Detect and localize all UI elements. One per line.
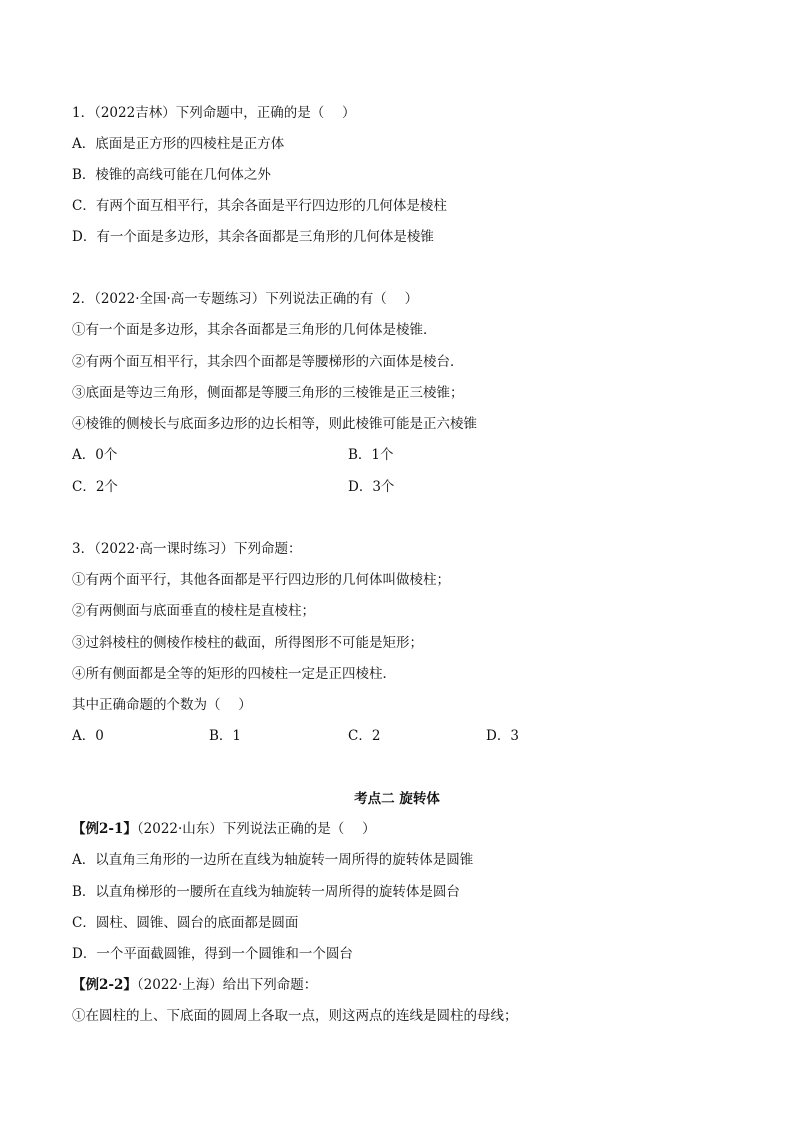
q3-options-row [72, 727, 552, 745]
ex21-option-c: C．圆柱、圆锥、圆台的底面都是圆面 [72, 915, 299, 931]
q1-option-b: B．棱锥的高线可能在几何体之外 [72, 167, 271, 183]
q3-question: 其中正确命题的个数为（ ） [72, 697, 252, 713]
q3-option-c: C．2 [348, 728, 381, 744]
q1-stem: 1．（2022吉林）下列命题中，正确的是（ ） [72, 105, 356, 121]
q2-statement-4: ④棱锥的侧棱长与底面多边形的边长相等，则此棱锥可能是正六棱锥 [72, 416, 477, 432]
q3-option-d: D．3 [486, 728, 519, 744]
q2-stem: 2．（2022·全国·高一专题练习）下列说法正确的有（ ） [72, 291, 419, 307]
ex22-tag: 【例2-2】 [72, 977, 137, 993]
q2-statement-3: ③底面是等边三角形，侧面都是等腰三角形的三棱锥是正三棱锥； [72, 385, 464, 401]
q2-statement-1: ①有一个面是多边形，其余各面都是三角形的几何体是棱锥． [72, 322, 437, 338]
q3-option-a: A．0 [72, 728, 104, 744]
q3-statement-2: ②有两侧面与底面垂直的棱柱是直棱柱； [72, 603, 315, 619]
ex21-option-a: A．以直角三角形的一边所在直线为轴旋转一周所得的旋转体是圆锥 [72, 852, 474, 868]
ex21-option-d: D．一个平面截圆锥，得到一个圆锥和一个圆台 [72, 946, 353, 962]
q1-option-c: C．有两个面互相平行，其余各面是平行四边形的几何体是棱柱 [72, 198, 447, 214]
q1-option-d: D．有一个面是多边形，其余各面都是三角形的几何体是棱锥 [72, 229, 434, 245]
q3-option-b: B．1 [209, 728, 242, 744]
ex21-option-b: B．以直角梯形的一腰所在直线为轴旋转一周所得的旋转体是圆台 [72, 884, 460, 900]
ex22-statement-1: ①在圆柱的上、下底面的圆周上各取一点，则这两点的连线是圆柱的母线； [72, 1008, 518, 1024]
ex22-stem: （2022·上海）给出下列命题： [136, 977, 318, 993]
q2-option-b: B．1个 [348, 447, 394, 463]
ex21-stem-line [72, 820, 376, 838]
ex21-tag: 【例2-1】 [72, 821, 137, 837]
q3-stem: 3．（2022·高一课时练习）下列命题： [72, 541, 302, 557]
q2-statement-2: ②有两个面互相平行，其余四个面都是等腰梯形的六面体是棱台． [72, 354, 464, 370]
q2-option-c: C．2个 [72, 479, 118, 495]
q3-statement-3: ③过斜棱柱的侧棱作棱柱的截面，所得图形不可能是矩形； [72, 635, 423, 651]
q3-statement-4: ④所有侧面都是全等的矩形的四棱柱一定是正四棱柱． [72, 666, 396, 682]
q2-option-a: A．0个 [72, 447, 118, 463]
q3-statement-1: ①有两个面平行，其他各面都是平行四边形的几何体叫做棱柱； [72, 572, 450, 588]
q1-option-a: A．底面是正方形的四棱柱是正方体 [72, 136, 285, 152]
ex21-stem: （2022·山东）下列说法正确的是（ ） [136, 821, 376, 837]
ex22-stem-line [72, 976, 317, 994]
q2-option-d: D．3个 [348, 479, 395, 495]
section-title: 考点二 旋转体 [354, 791, 440, 807]
